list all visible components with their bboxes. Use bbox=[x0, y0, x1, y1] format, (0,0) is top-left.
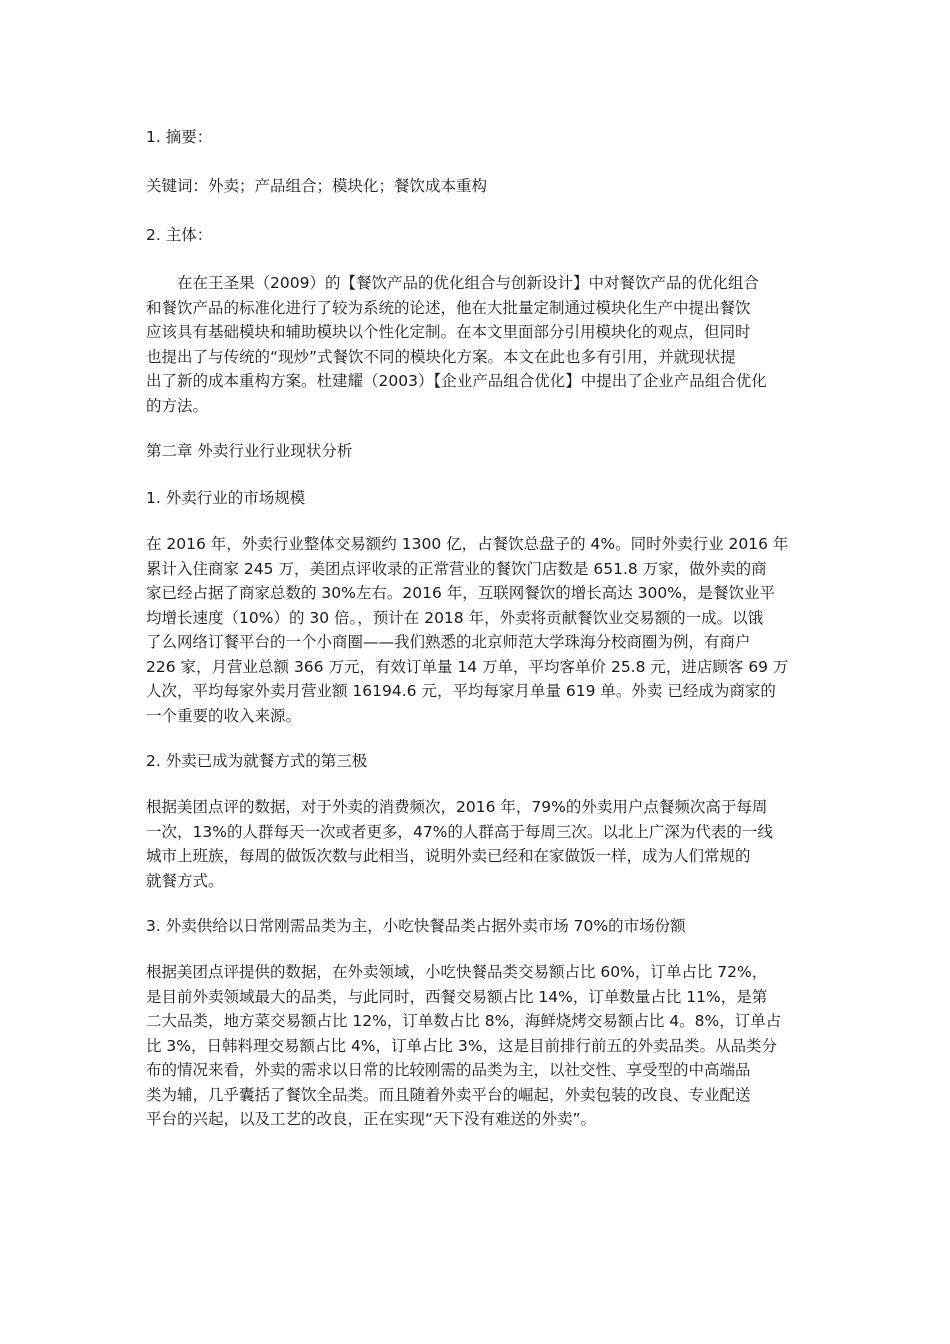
section-3-paragraph bbox=[146, 960, 812, 1132]
chapter-2-title: 第二章 外卖行业行业现状分析 bbox=[146, 442, 353, 460]
intro-line: 的方法。 bbox=[146, 396, 209, 415]
section-1-paragraph bbox=[146, 532, 812, 728]
intro-line: 也提出了与传统的“现炒”式餐饮不同的模块化方案。本文在此也多有引用，并就现状提 bbox=[146, 347, 736, 366]
section-2-title: 2. 外卖已成为就餐方式的第三极 bbox=[146, 752, 368, 770]
section-1-title: 1. 外卖行业的市场规模 bbox=[146, 489, 306, 507]
section-2-line: 城市上班族，每周的做饭次数与此相当，说明外卖已经和在家做饭一样，成为人们常规的 bbox=[146, 847, 751, 865]
section-3-line: 是目前外卖领域最大的品类，与此同时，西餐交易额占比 14%，订单数量占比 11%，是第 bbox=[146, 987, 768, 1006]
section-1-line: 家已经占据了商家总数的 30%左右。2016 年，互联网餐饮的增长高达 300%，是餐饮业平 bbox=[146, 584, 775, 602]
section-3-line: 比 3%，日韩料理交易额占比 4%，订单占比 3%，这是目前排行前五的外卖品类。从品类分 bbox=[146, 1036, 778, 1055]
section-3-line: 类为辅，几乎囊括了餐饮全品类。而且随着外卖平台的崛起，外卖包装的改良、专业配送 bbox=[146, 1085, 751, 1104]
section-1-line: 了么网络订餐平台的一个小商圈——我们熟悉的北京师范大学珠海分校商圈为例，有商户 bbox=[146, 633, 751, 651]
section-2-line: 就餐方式。 bbox=[146, 871, 224, 890]
keywords-line: 关键词：外卖；产品组合；模块化；餐饮成本重构 bbox=[146, 177, 488, 195]
intro-line: 在在王圣果（2009）的【餐饮产品的优化组合与创新设计】中对餐饮产品的优化组合 bbox=[177, 274, 759, 292]
intro-paragraph bbox=[146, 271, 812, 418]
section-1-line: 在 2016 年，外卖行业整体交易额约 1300 亿，占餐饮总盘子的 4%。同时外卖行业 2016 年 bbox=[146, 535, 789, 553]
section-2-line: 根据美团点评的数据，对于外卖的消费频次，2016 年，79%的外卖用户点餐频次高于每周 bbox=[146, 798, 768, 816]
section-3-line: 根据美团点评提供的数据，在外卖领域，小吃快餐品类交易额占比 60%，订单占比 72%， bbox=[146, 963, 768, 981]
intro-line: 应该具有基础模块和辅助模块以个性化定制。在本文里面部分引用模块化的观点，但同时 bbox=[146, 323, 751, 341]
section-2-line: 一次，13%的人群每天一次或者更多，47%的人群高于每周三次。以北上广深为代表的一线 bbox=[146, 822, 773, 841]
section-3-line: 二大品类，地方菜交易额占比 12%，订单数占比 8%，海鲜烧烤交易额占比 4。8%，订单占 bbox=[146, 1012, 782, 1030]
intro-line: 出了新的成本重构方案。杜建耀（2003）【企业产品组合优化】中提出了企业产品组合优化 bbox=[146, 372, 767, 390]
section-3-line: 布的情况来看，外卖的需求以日常的比较刚需的品类为主，以社交性、享受型的中高端品 bbox=[146, 1061, 751, 1079]
section-1-line: 人次，平均每家外卖月营业额 16194.6 元，平均每家月单量 619 单。外卖 已经成为商家的 bbox=[146, 682, 776, 700]
section-1-line: 一个重要的收入来源。 bbox=[146, 706, 302, 725]
section-3-line: 平台的兴起，以及工艺的改良，正在实现“天下没有难送的外卖”。 bbox=[146, 1110, 597, 1128]
main-heading: 2. 主体： bbox=[146, 226, 213, 244]
intro-line: 和餐饮产品的标准化进行了较为系统的论述，他在大批量定制通过模块化生产中提出餐饮 bbox=[146, 298, 751, 317]
document-body bbox=[146, 126, 812, 1132]
section-1-line: 累计入住商家 245 万，美团点评收录的正常营业的餐饮门店数是 651.8 万家，做外卖的商 bbox=[146, 559, 767, 578]
section-3-title: 3. 外卖供给以日常刚需品类为主，小吃快餐品类占据外卖市场 70%的市场份额 bbox=[146, 917, 686, 935]
section-1-line: 226 家，月营业总额 366 万元，有效订单量 14 万单，平均客单价 25.8 元，进店顾客 69 万 bbox=[146, 657, 789, 676]
section-2-paragraph bbox=[146, 795, 812, 893]
section-1-line: 均增长速度（10%）的 30 倍。，预计在 2018 年，外卖将贡献餐饮业交易额的一成。以饿 bbox=[146, 608, 764, 627]
abstract-heading: 1. 摘要： bbox=[146, 128, 213, 146]
